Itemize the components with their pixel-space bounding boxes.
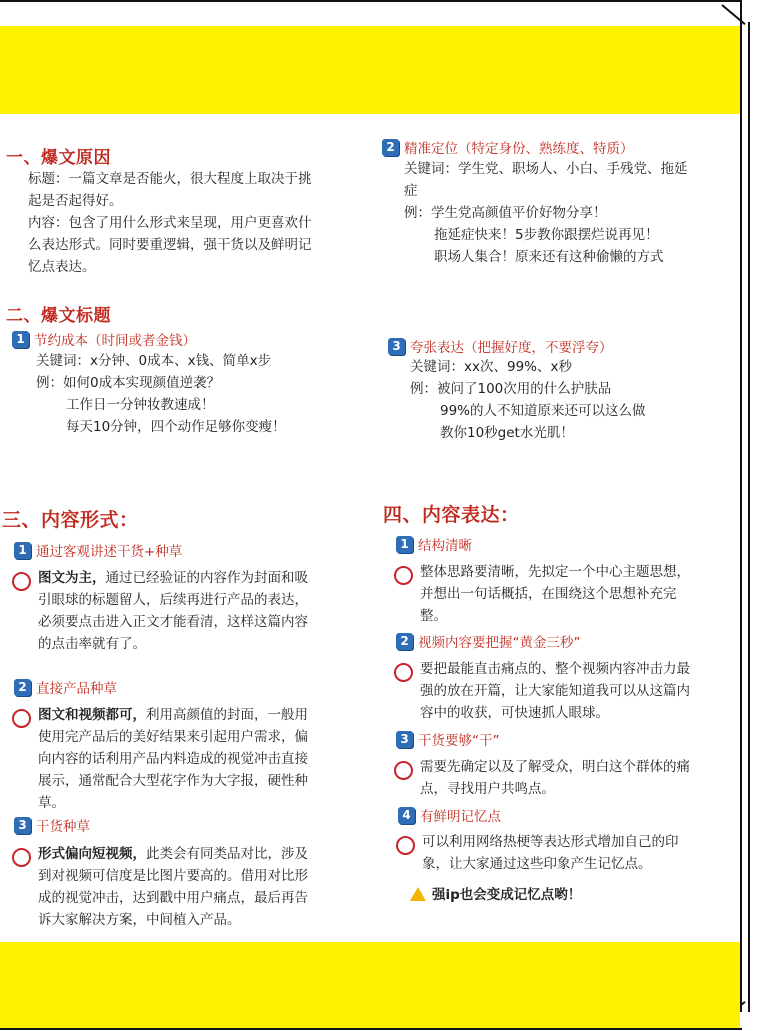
text-line: 强的放在开篇，让大家能知道我可以从这篇内	[420, 683, 690, 699]
text-line: 忆点表达。	[28, 259, 96, 275]
subheading-label: 有鲜明记忆点	[420, 809, 501, 825]
text-line: 引眼球的标题留人，后续再进行产品的表达，	[38, 592, 308, 608]
section-body	[38, 843, 373, 931]
text-line: 草。	[38, 795, 65, 811]
subheading	[388, 336, 613, 356]
emphasis-text: 图文为主，	[38, 570, 106, 586]
text-line: 诉大家解决方案，中间植入产品。	[38, 912, 241, 928]
text-line: 标题：一篇文章是否能火，很大程度上取决于挑	[28, 171, 312, 187]
section-body	[28, 168, 373, 278]
text-line: 要把最能直击痛点的、整个视频内容冲击力最	[420, 661, 690, 677]
subheading	[396, 534, 472, 554]
text-line: 例：学生党高颜值平价好物分享！	[404, 205, 607, 221]
text-line: 使用完产品后的美好结果来引起用户需求，偏	[38, 729, 308, 745]
subheading	[12, 329, 196, 349]
page-frame-top	[0, 0, 742, 26]
text-line: 利用高颜值的封面，一般用	[146, 707, 308, 723]
circle-bullet-icon	[12, 709, 31, 728]
circle-bullet-icon	[394, 761, 413, 780]
text-line: 到对视频可信度是比图片要高的。借用对比形	[38, 868, 308, 884]
section-title: 一、爆文原因	[6, 148, 111, 168]
subheading-label: 直接产品种草	[36, 681, 117, 697]
text-line: 整体思路要清晰，先拟定一个中心主题思想，	[420, 564, 690, 580]
text-line: 99%的人不知道原来还可以这么做	[440, 403, 646, 419]
subheading	[14, 677, 117, 697]
text-line: 可以利用网络热梗等表达形式增加自己的印	[422, 834, 679, 850]
text-line: 向内容的话利用产品内料造成的视觉冲击直接	[38, 751, 308, 767]
tip-label: 强ip也会变成记忆点哟！	[432, 887, 582, 903]
subheading-label: 视频内容要把握“黄金三秒”	[418, 635, 581, 651]
number-badge: 2	[396, 633, 413, 650]
text-line: 并想出一句话概括，在围绕这个思想补充完	[420, 586, 677, 602]
section-title: 四、内容表达：	[383, 504, 520, 526]
text-line: 通过已经验证的内容作为封面和吸	[105, 570, 308, 586]
circle-bullet-icon	[12, 572, 31, 591]
number-badge: 1	[12, 331, 29, 348]
number-badge: 1	[14, 542, 31, 559]
subheading-label: 结构清晰	[418, 538, 472, 554]
circle-bullet-icon	[394, 663, 413, 682]
section-title: 二、爆文标题	[6, 306, 111, 326]
section-body	[410, 356, 730, 444]
section-body	[36, 350, 376, 438]
tip	[410, 883, 581, 903]
emphasis-text: 形式偏向短视频，	[38, 846, 146, 862]
emphasis-text: 图文和视频都可，	[38, 707, 146, 723]
subheading-label: 干货要够“干”	[418, 733, 500, 749]
number-badge: 3	[388, 338, 405, 355]
text-line: 起是否起得好。	[28, 193, 123, 209]
number-badge: 2	[382, 139, 399, 156]
text-line: 关键词：x分钟、0成本、x钱、简单x步	[36, 353, 272, 369]
text-line: 么表达形式。同时要重逻辑，强干货以及鲜明记	[28, 237, 312, 253]
section-body	[422, 831, 737, 875]
text-line: 症	[404, 183, 418, 199]
text-line: 展示，通常配合大型花字作为大字报，硬性种	[38, 773, 308, 789]
text-line: 象，让大家通过这些印象产生记忆点。	[422, 856, 652, 872]
number-badge: 3	[14, 817, 31, 834]
text-line: 拖延症快来！5步教你跟摆烂说再见！	[434, 227, 659, 243]
number-badge: 2	[14, 679, 31, 696]
text-line: 例：如何0成本实现颜值逆袭？	[36, 375, 221, 391]
subheading	[14, 815, 90, 835]
text-line: 例：被问了100次用的什么护肤品	[410, 381, 612, 397]
subheading-label: 精准定位（特定身份、熟练度、特质）	[404, 141, 634, 157]
header-band	[0, 26, 740, 114]
section-body	[38, 567, 373, 655]
subheading-label: 节约成本（时间或者金钱）	[34, 333, 196, 349]
text-line: 工作日一分钟妆教速成！	[66, 397, 215, 413]
section-body	[420, 561, 735, 627]
subheading	[398, 805, 501, 825]
subheading-label: 夸张表达（把握好度，不要浮夸）	[410, 340, 613, 356]
text-line: 关键词：xx次、99%、x秒	[410, 359, 572, 375]
text-line: 需要先确定以及了解受众，明白这个群体的痛	[420, 759, 690, 775]
footer-band	[0, 942, 740, 1028]
text-line: 点，寻找用户共鸣点。	[420, 781, 555, 797]
subheading	[396, 631, 581, 651]
subheading-label: 通过客观讲述干货+种草	[36, 544, 183, 560]
circle-bullet-icon	[396, 836, 415, 855]
subheading	[14, 540, 182, 560]
circle-bullet-icon	[394, 566, 413, 585]
text-line: 的点击率就有了。	[38, 636, 146, 652]
number-badge: 4	[398, 807, 415, 824]
text-line: 职场人集合！原来还有这种偷懒的方式	[434, 249, 664, 265]
section-body	[420, 658, 735, 724]
text-line: 教你10秒get水光肌！	[440, 425, 574, 441]
text-line: 必须要点击进入正文才能看清，这样这篇内容	[38, 614, 308, 630]
text-line: 每天10分钟，四个动作足够你变瘦！	[66, 419, 286, 435]
text-line: 关键词：学生党、职场人、小白、手残党、拖延	[404, 161, 688, 177]
text-line: 此类会有同类品对比，涉及	[146, 846, 308, 862]
page-frame-bottom	[0, 1028, 742, 1030]
text-line: 整。	[420, 608, 447, 624]
subheading	[382, 137, 634, 157]
warning-icon	[410, 887, 426, 901]
section-body	[420, 756, 735, 800]
circle-bullet-icon	[12, 848, 31, 867]
subheading-label: 干货种草	[36, 819, 90, 835]
text-line: 成的视觉冲击，达到戳中用户痛点，最后再告	[38, 890, 308, 906]
text-line: 容中的收获，可快速抓人眼球。	[420, 705, 609, 721]
subheading	[396, 729, 500, 749]
page-frame-spine	[740, 22, 750, 1012]
text-line: 内容：包含了用什么形式来呈现，用户更喜欢什	[28, 215, 312, 231]
number-badge: 1	[396, 536, 413, 553]
section-body	[404, 158, 734, 268]
number-badge: 3	[396, 731, 413, 748]
section-title: 三、内容形式：	[2, 509, 139, 531]
section-body	[38, 704, 373, 814]
